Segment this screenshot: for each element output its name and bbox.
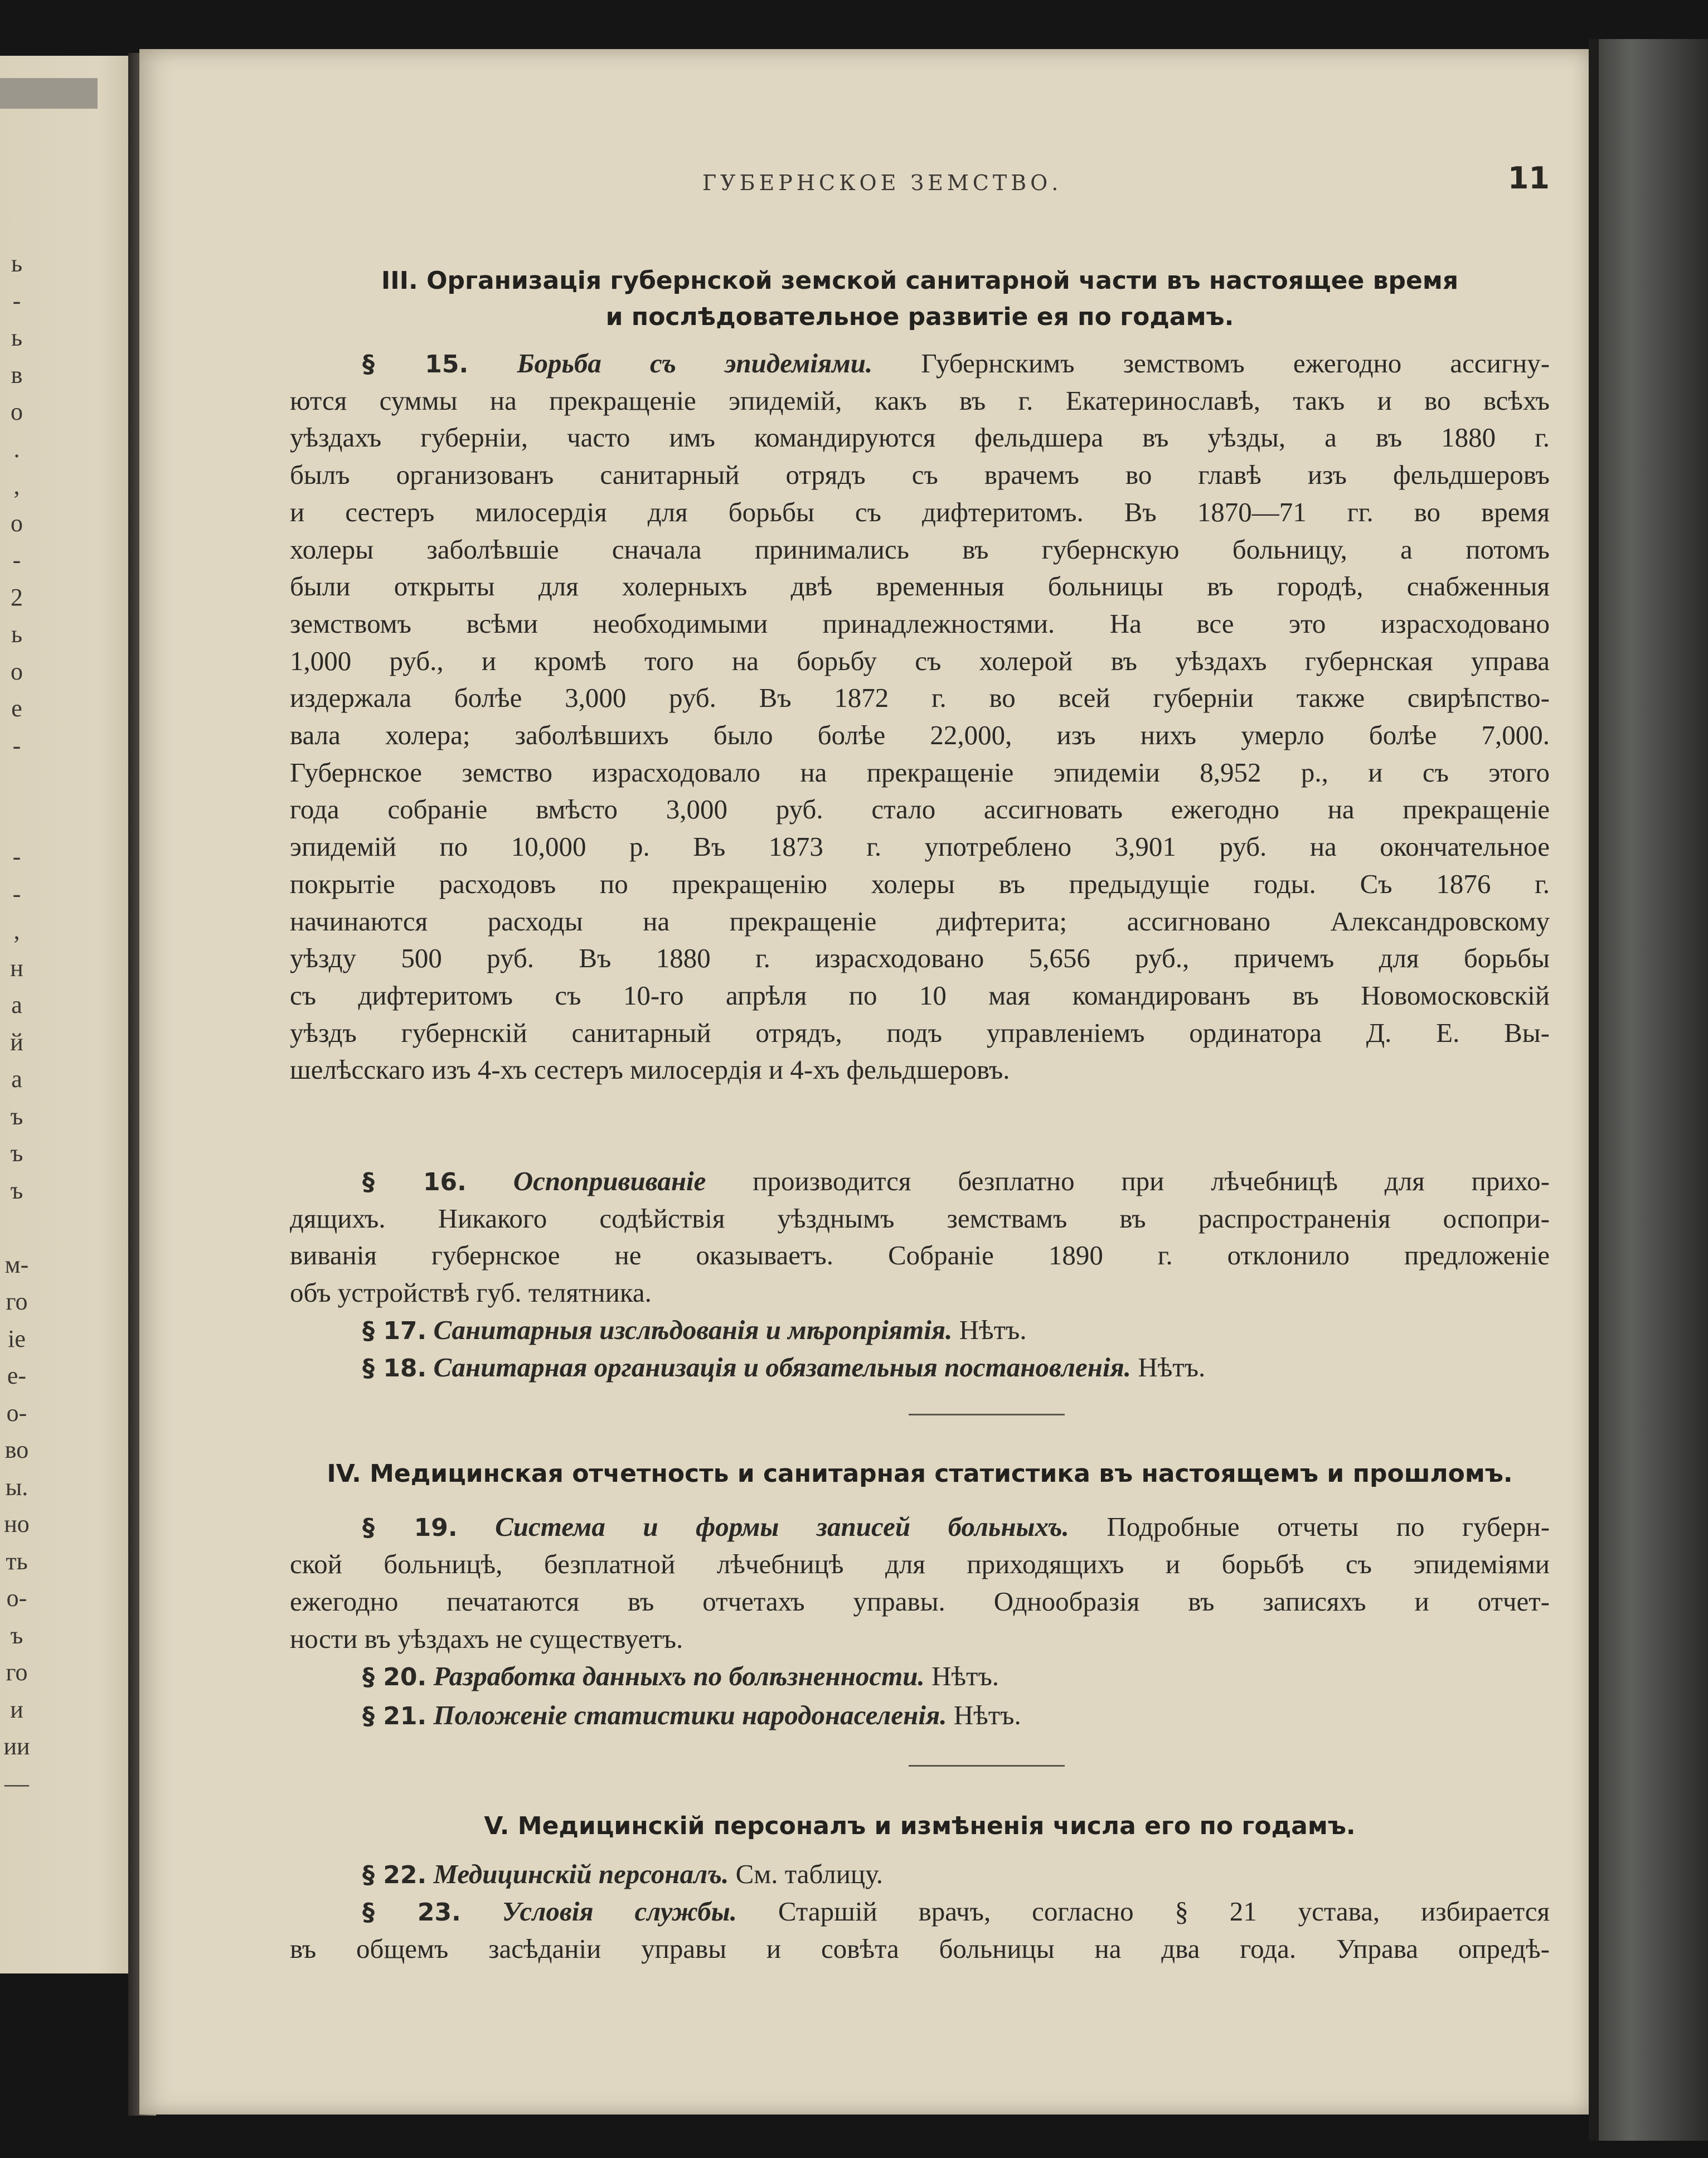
previous-page-edge-char: н xyxy=(10,954,23,982)
paragraph-23-text: Старшій врачъ, согласно § 21 устава, избирается xyxy=(778,1896,1550,1927)
previous-page-edge-char: ь xyxy=(11,620,23,648)
previous-page-edge-char: ъ xyxy=(10,1176,23,1204)
paragraph-23-title: Условія службы. xyxy=(502,1896,737,1927)
page-number: 11 xyxy=(1507,161,1550,196)
paragraph-20-title: Разработка данныхъ по болѣзненности. xyxy=(433,1661,925,1691)
paragraph-19-number: § 19. xyxy=(362,1514,458,1542)
previous-page-edge-char xyxy=(0,802,33,839)
paragraph-17-text: Нѣтъ. xyxy=(959,1315,1027,1345)
section-5-heading: V. Медицинскій персоналъ и измѣненія числа его по годамъ. xyxy=(484,1812,1356,1840)
p19-line: ности въ уѣздахъ не существуетъ. xyxy=(290,1623,683,1654)
p15-line: земствомъ всѣми необходимыми принадлежностями. На все это израсходовано xyxy=(290,608,1550,639)
previous-page-edge-char: во xyxy=(4,1436,29,1463)
previous-page-edge-char: о xyxy=(11,657,23,685)
previous-page-edge-char: , xyxy=(13,472,20,500)
section-3-heading-line-2: и послѣдовательное развитіе ея по годамъ. xyxy=(605,303,1234,331)
p15-line: 1,000 руб., и кромѣ того на борьбу съ холерой въ уѣздахъ губернская управа xyxy=(290,645,1550,676)
paragraph-19-text: Подробные отчеты по губерн- xyxy=(1107,1511,1550,1542)
paragraph-15-number: § 15. xyxy=(362,350,469,379)
paragraph-23-number: § 23. xyxy=(362,1898,461,1927)
paragraph-16-number: § 16. xyxy=(362,1168,467,1196)
running-head xyxy=(290,161,1550,211)
previous-page-edge-char: й xyxy=(10,1028,23,1056)
p19-line: ской больницѣ, безплатной лѣчебницѣ для приходящихъ и борьбѣ съ эпидеміями xyxy=(290,1549,1550,1579)
paragraph-20-text: Нѣтъ. xyxy=(931,1661,999,1691)
book-cover-board xyxy=(1589,39,1708,2141)
previous-page-edge-char: ъ xyxy=(10,1139,23,1167)
previous-page-edge-char: ы. xyxy=(5,1473,28,1501)
paragraph-22 xyxy=(290,1855,1550,1893)
paragraph-22-title: Медицинскій персоналъ. xyxy=(433,1859,729,1889)
paragraph-20-number: § 20. xyxy=(362,1663,427,1691)
p19-line: ежегодно печатаются въ отчетахъ управы. Однообразія въ записяхъ и отчет- xyxy=(290,1586,1550,1617)
paragraph-18-number: § 18. xyxy=(362,1354,427,1383)
p15-line: холеры заболѣвшіе сначала принимались въ губернскую больницу, а потомъ xyxy=(290,534,1550,565)
previous-page-edge-char: а xyxy=(11,991,22,1019)
previous-page-edge-char: . xyxy=(13,435,20,463)
previous-page-edge-char: го xyxy=(6,1288,28,1315)
previous-page-edge-char: ъ xyxy=(10,1102,23,1130)
paragraph-23-first-line xyxy=(290,1893,1550,1930)
previous-page-top-strip xyxy=(0,78,98,109)
paragraph-22-number: § 22. xyxy=(362,1861,427,1889)
book-page xyxy=(139,49,1589,2115)
previous-page-edge-char: - xyxy=(12,546,21,574)
p15-line: начинаются расходы на прекращеніе дифтерита; ассигновано Александровскому xyxy=(290,905,1550,937)
paragraph-18-text: Нѣтъ. xyxy=(1138,1352,1206,1383)
section-3-heading-line-1: III. Организація губернской земской санитарной части въ настоящее время xyxy=(381,266,1459,295)
previous-page-edge-char: о- xyxy=(6,1584,27,1612)
p16-line: дящихъ. Никакого содѣйствія уѣзднымъ земствамъ въ распространенія оспопри- xyxy=(290,1202,1550,1234)
p15-line: уѣздъ губернскій санитарный отрядъ, подъ управленіемъ ординатора Д. Е. Вы- xyxy=(290,1017,1550,1048)
paragraph-19-title: Система и формы записей больныхъ. xyxy=(495,1511,1069,1542)
previous-page-edge-char: о xyxy=(11,398,23,425)
previous-page-edge-char: ь xyxy=(11,324,23,351)
section-divider-2 xyxy=(909,1765,1065,1767)
p15-line: покрытіе расходовъ по прекращенію холеры въ предыдущіе годы. Съ 1876 г. xyxy=(290,868,1550,899)
previous-page-edge-char: - xyxy=(12,731,21,759)
p15-line: уѣзду 500 руб. Въ 1880 г. израсходовано 5,656 руб., причемъ для борьбы xyxy=(290,943,1550,974)
paragraph-21-number: § 21. xyxy=(362,1702,427,1730)
previous-page-edge-char: - xyxy=(12,843,21,870)
paragraph-21 xyxy=(290,1696,1550,1734)
p15-line: шелѣсскаго изъ 4-хъ сестеръ милосердія и 4-хъ фельдшеровъ. xyxy=(290,1054,1010,1085)
previous-page-edge-char: 2 xyxy=(11,583,23,611)
previous-page-edge-char: ь xyxy=(11,250,23,277)
previous-page-edge-char: — xyxy=(4,1769,29,1797)
previous-page-edge-char: - xyxy=(12,287,21,314)
previous-page-edge-char: ии xyxy=(3,1733,30,1760)
paragraph-15-first-line xyxy=(290,345,1550,382)
p15-line: и сестеръ милосердія для борьбы съ дифтеритомъ. Въ 1870—71 гг. во время xyxy=(290,496,1550,527)
paragraph-16-title: Оспопрививаніе xyxy=(513,1166,706,1196)
previous-page-edge-char: а xyxy=(11,1065,22,1093)
previous-page-edge-char: но xyxy=(4,1510,30,1538)
previous-page xyxy=(0,56,139,1973)
paragraph-22-text: См. таблицу. xyxy=(735,1859,883,1889)
previous-page-edge-char: в xyxy=(11,361,23,389)
p15-line: вала холера; заболѣвшихъ было болѣе 22,000, изъ нихъ умерло болѣе 7,000. xyxy=(290,720,1550,750)
paragraph-17-number: § 17. xyxy=(362,1317,427,1345)
previous-page-edge-char: іе xyxy=(8,1325,26,1352)
previous-page-edge-char xyxy=(0,764,33,802)
p16-line: объ устройствѣ губ. телятника. xyxy=(290,1277,652,1308)
paragraph-21-title: Положеніе статистики народонаселенія. xyxy=(433,1700,947,1730)
p15-line: съ дифтеритомъ съ 10-го апрѣля по 10 мая командированъ въ Новомосковскій xyxy=(290,979,1550,1011)
p15-line: уѣздахъ губерніи, часто имъ командируются фельдшера въ уѣзды, а въ 1880 г. xyxy=(290,422,1550,453)
paragraph-20 xyxy=(290,1657,1550,1695)
running-head-title: ГУБЕРНСКОЕ ЗЕМСТВО. xyxy=(702,171,1062,195)
paragraph-16-first-line xyxy=(290,1162,1550,1200)
paragraph-18-title: Санитарная организація и обязательныя постановленія. xyxy=(433,1352,1132,1383)
paragraph-17-title: Санитарныя изслѣдованія и мѣропріятія. xyxy=(433,1315,953,1345)
previous-page-edge-char: - xyxy=(12,880,21,908)
previous-page-edge-char: ъ xyxy=(10,1621,23,1649)
previous-page-edge-char: о- xyxy=(6,1399,27,1427)
previous-page-edge-char: и xyxy=(10,1695,23,1723)
section-4-heading: IV. Медицинская отчетность и санитарная статистика въ настоящемъ и прошломъ. xyxy=(327,1459,1513,1488)
p15-line: года собраніе вмѣсто 3,000 руб. стало ассигновать ежегодно на прекращеніе xyxy=(290,794,1550,825)
p15-line: издержала болѣе 3,000 руб. Въ 1872 г. во всей губерніи также свирѣпство- xyxy=(290,682,1550,714)
previous-page-edge-text xyxy=(0,245,33,1802)
section-divider-1 xyxy=(909,1414,1065,1415)
previous-page-edge-char: о xyxy=(11,509,23,537)
paragraph-15-title: Борьба съ эпидеміями. xyxy=(517,348,873,379)
previous-page-edge-char: ть xyxy=(6,1547,28,1575)
p16-line: виванія губернское не оказываетъ. Собраніе 1890 г. отклонило предложеніе xyxy=(290,1240,1550,1271)
p15-line: эпидемій по 10,000 р. Въ 1873 г. употреблено 3,901 руб. на окончательное xyxy=(290,831,1550,862)
paragraph-19-first-line xyxy=(290,1508,1550,1545)
previous-page-edge-char: м- xyxy=(4,1250,29,1278)
paragraph-18 xyxy=(290,1349,1550,1386)
p15-line: былъ организованъ санитарный отрядъ съ врачемъ во главѣ изъ фельдшеровъ xyxy=(290,459,1550,491)
paragraph-17 xyxy=(290,1311,1550,1349)
previous-page-edge-char: го xyxy=(6,1658,28,1686)
previous-page-edge-char: е- xyxy=(7,1362,27,1389)
paragraph-21-text: Нѣтъ. xyxy=(953,1700,1021,1730)
previous-page-edge-char xyxy=(0,1209,33,1247)
p15-line: ются суммы на прекращеніе эпидемій, какъ въ г. Екатеринославѣ, такъ и во всѣхъ xyxy=(290,385,1550,416)
previous-page-edge-char: е xyxy=(11,695,22,722)
paragraph-16-text: производится безплатно при лѣчебницѣ для прихо- xyxy=(753,1166,1550,1196)
paragraph-15-text: Губернскимъ земствомъ ежегодно ассигну- xyxy=(921,348,1550,379)
p23-line: въ общемъ засѣданіи управы и совѣта больницы на два года. Управа опредѣ- xyxy=(290,1933,1550,1964)
p15-line: были открыты для холерныхъ двѣ временныя больницы въ городѣ, снабженныя xyxy=(290,571,1550,602)
p15-line: Губернское земство израсходовало на прекращеніе эпидеміи 8,952 р., и съ этого xyxy=(290,756,1550,788)
previous-page-edge-char: , xyxy=(13,917,20,944)
